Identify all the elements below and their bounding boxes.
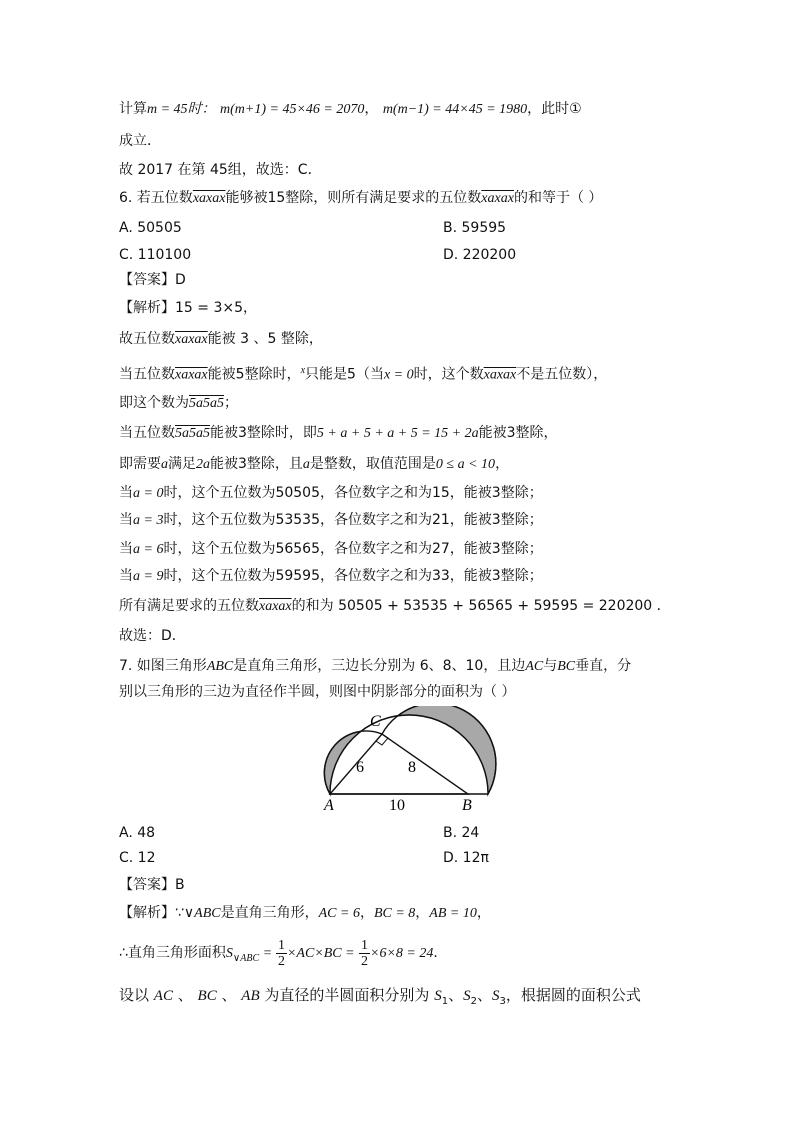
math: AC xyxy=(153,988,173,1004)
math-overline: xaxax xyxy=(259,599,292,614)
math: = xyxy=(263,946,272,961)
text: ． xyxy=(433,945,448,961)
text: 、 xyxy=(476,986,492,1004)
text: 【解析】∵∨ xyxy=(119,905,195,921)
fraction xyxy=(276,938,287,969)
math: a = 3 xyxy=(133,513,164,528)
text: 即需要 xyxy=(119,456,161,472)
label-c: C xyxy=(370,713,381,730)
text: 时，这个五位数为56565，各位数字之和为27，能被3整除； xyxy=(163,541,543,557)
explanation-line xyxy=(119,393,238,414)
text: 是整数，取值范围是 xyxy=(309,456,436,472)
text: 、 xyxy=(448,986,464,1004)
semicircles-figure xyxy=(310,706,510,818)
question-7-line2: 别以三角形的三边为直径作半圆，则图中阴影部分的面积为（ ） xyxy=(119,684,516,700)
text: 设以 xyxy=(119,986,150,1004)
text: 时，这个五位数为53535，各位数字之和为21，能被3整除； xyxy=(163,512,543,528)
explanation-line xyxy=(119,985,641,1012)
text: 为直径的半圆面积分别为 xyxy=(264,986,430,1004)
text: 即这个数为 xyxy=(119,395,189,411)
option-b: B. 59595 xyxy=(443,220,507,236)
question-7 xyxy=(119,656,631,677)
text: ，根据圆的面积公式 xyxy=(505,986,641,1004)
text: 只能是5（当 xyxy=(305,366,384,383)
subscript: 2 xyxy=(470,996,477,1007)
text: ， xyxy=(495,456,510,472)
text: 6. 若五位数 xyxy=(119,190,193,206)
text: 能够被15整除，则所有满足要求的五位数 xyxy=(225,190,482,206)
text: ， xyxy=(359,905,374,921)
answer-label: 【答案】B xyxy=(119,877,185,893)
math: x xyxy=(300,365,306,376)
text-line: 成立． xyxy=(119,133,161,149)
numerator: 1 xyxy=(277,937,285,953)
label-ac: 6 xyxy=(356,759,364,776)
explanation-line xyxy=(119,903,491,924)
denominator: 2 xyxy=(277,953,285,969)
math: BC = 8 xyxy=(373,906,416,921)
math: 0 ≤ a < 10 xyxy=(435,457,496,472)
math-overline: xaxax xyxy=(175,367,208,383)
text-line xyxy=(119,99,582,120)
text: 当 xyxy=(119,512,133,528)
fraction xyxy=(359,938,370,969)
option-d: D. 12π xyxy=(443,850,489,866)
text: 、 xyxy=(221,986,237,1004)
text: 时，这个五位数为59595，各位数字之和为33，能被3整除； xyxy=(163,568,543,584)
math-overline: xaxax xyxy=(175,332,208,347)
label-ab: 10 xyxy=(389,797,405,814)
text: 垂直，分 xyxy=(575,658,632,674)
explanation-line xyxy=(119,596,671,617)
math: 5 + a + 5 + a + 5 = 15 + 2a xyxy=(316,426,479,441)
text: 、 xyxy=(177,986,193,1004)
math: S xyxy=(463,988,471,1004)
text: ； xyxy=(224,395,238,411)
math: S xyxy=(491,988,500,1004)
math-overline: xaxax xyxy=(192,191,226,206)
explanation-line xyxy=(119,454,509,475)
text: 时，这个五位数为50505，各位数字之和为15，能被3整除； xyxy=(163,485,543,501)
math: a xyxy=(161,457,168,472)
explanation-line xyxy=(119,423,558,444)
math: AB = 10 xyxy=(429,906,477,921)
explanation-line xyxy=(119,361,607,386)
math: BC xyxy=(557,659,576,674)
text: ，此时① xyxy=(527,101,582,117)
text: 的和为 50505 + 53535 + 56565 + 59595 = 220200 ． xyxy=(291,598,671,614)
math: ×6×8 = 24 xyxy=(370,946,434,961)
math-overline: xaxax xyxy=(483,367,517,383)
text: 当 xyxy=(119,541,133,557)
math: 2a xyxy=(196,457,210,472)
option-a: A. 50505 xyxy=(119,220,182,236)
subscript: 3 xyxy=(499,996,506,1007)
explanation-line xyxy=(119,329,323,350)
text: 所有满足要求的五位数 xyxy=(119,598,259,614)
explanation-line xyxy=(119,933,447,979)
text: 故五位数 xyxy=(119,331,175,347)
text: 是直角三角形， xyxy=(220,905,319,921)
text: 当 xyxy=(119,485,133,501)
text-line: 故 2017 在第 45组，故选：C． xyxy=(119,162,322,178)
denominator: 2 xyxy=(361,953,369,969)
math: S xyxy=(434,988,442,1004)
math: ABC xyxy=(194,906,221,921)
option-a: A. 48 xyxy=(119,825,156,841)
label-bc: 8 xyxy=(408,759,416,776)
math: m(m+1) = 45×46 = 2070 xyxy=(220,102,365,117)
explanation-line: 故选：D． xyxy=(119,628,186,644)
text: ， xyxy=(476,905,491,921)
subscript: 1 xyxy=(441,996,449,1007)
text: 能被3整除时，即 xyxy=(210,425,317,441)
math: m(m−1) = 44×45 = 1980 xyxy=(382,102,528,117)
text: 的和等于（ ） xyxy=(513,190,603,206)
text: 当五位数 xyxy=(119,366,175,383)
text: 计算 xyxy=(119,101,147,117)
label-b: B xyxy=(462,797,472,814)
text: 是直角三角形，三边长分别为 6、8、10，且边 xyxy=(233,658,526,674)
math: AB xyxy=(241,988,260,1004)
text: ， xyxy=(415,905,430,921)
text: 满足 xyxy=(168,456,196,472)
text: 与 xyxy=(543,658,558,674)
text: 当 xyxy=(119,568,133,584)
option-c: C. 12 xyxy=(119,850,156,866)
explanation-line xyxy=(119,483,543,504)
math: a xyxy=(302,457,310,472)
math: BC xyxy=(197,988,217,1004)
explanation-line xyxy=(119,510,543,531)
math: S xyxy=(225,946,233,961)
option-c: C. 110100 xyxy=(119,247,192,263)
text: 不是五位数）， xyxy=(516,366,608,383)
explanation-line xyxy=(119,566,543,587)
label-a: A xyxy=(324,797,334,814)
text: ， xyxy=(364,101,379,117)
answer-label: 【答案】D xyxy=(119,272,186,288)
math: AC = 6 xyxy=(318,906,360,921)
math-overline: 5a5a5 xyxy=(175,426,210,441)
math: m = 45时： xyxy=(147,102,216,117)
explanation-line xyxy=(119,539,543,560)
question-6 xyxy=(119,188,602,209)
math-overline: xaxax xyxy=(481,191,514,206)
text: 7. 如图三角形 xyxy=(119,658,207,674)
text: 能被3整除，且 xyxy=(210,456,303,472)
explanation-line: 【解析】15 = 3×5， xyxy=(119,300,257,316)
text: 时，这个数 xyxy=(413,366,484,383)
math-overline: 5a5a5 xyxy=(189,396,224,411)
text: ∴直角三角形面积 xyxy=(119,945,226,961)
text: 能被3整除， xyxy=(478,425,558,441)
text: 能被5整除时， xyxy=(207,366,301,383)
math: ×AC×BC = xyxy=(286,946,355,961)
math: a = 6 xyxy=(133,542,164,557)
numerator: 1 xyxy=(361,937,369,953)
option-b: B. 24 xyxy=(443,825,480,841)
math: a = 9 xyxy=(133,569,164,584)
math: AC xyxy=(525,659,544,674)
math: a = 0 xyxy=(133,486,164,501)
math: ABC xyxy=(206,659,234,674)
option-d: D. 220200 xyxy=(443,247,517,263)
math-subscript: ∨ABC xyxy=(232,952,260,964)
text: 当五位数 xyxy=(119,425,175,441)
math: x = 0 xyxy=(383,367,414,383)
text: 能被 3 、5 整除， xyxy=(207,331,323,347)
